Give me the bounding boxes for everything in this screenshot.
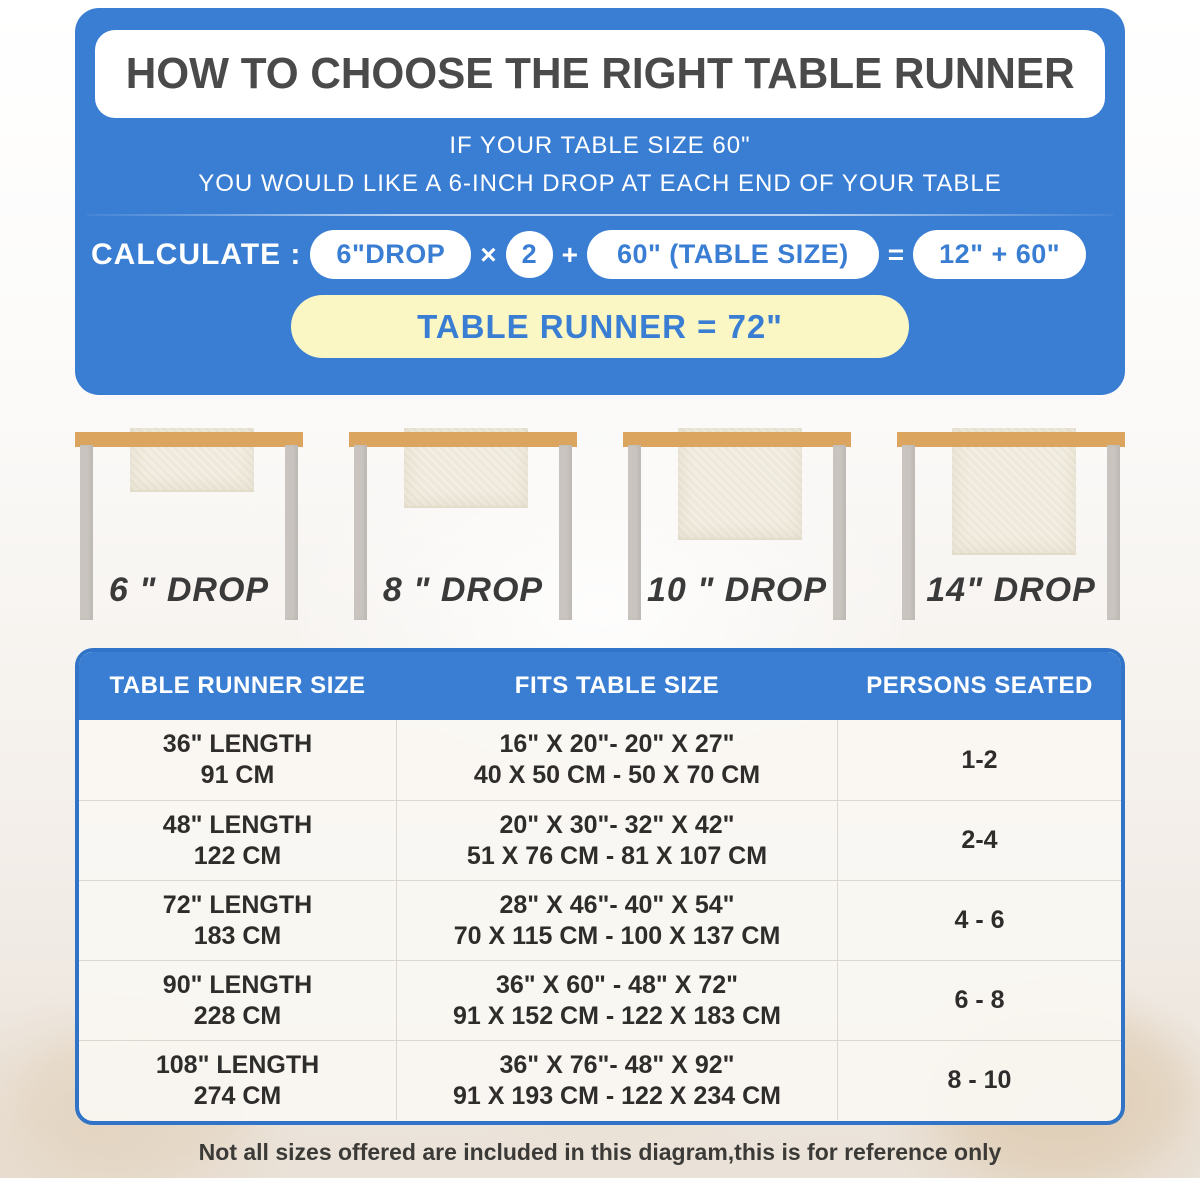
persons-cell [838, 961, 1121, 1040]
calculation-panel [75, 8, 1125, 395]
table-row [79, 880, 1121, 960]
fits-size-cm: 51 X 76 CM - 81 X 107 CM [466, 841, 768, 870]
runner-length-in: 90" LENGTH [162, 970, 313, 999]
fits-size-in: 28" X 46"- 40" X 54" [499, 890, 735, 919]
fits-size-cm: 91 X 193 CM - 122 X 234 CM [453, 1081, 781, 1110]
fits-size-in: 36" X 60" - 48" X 72" [496, 970, 738, 999]
column-header-persons: PERSONS SEATED [866, 672, 1093, 699]
persons-count: 6 - 8 [954, 986, 1005, 1014]
size-chart-header [79, 652, 1121, 720]
factor-circle: 2 [506, 231, 553, 278]
persons-cell [838, 720, 1121, 800]
persons-cell [838, 881, 1121, 960]
fits-size-cell [396, 801, 838, 880]
runner-length-cm: 228 CM [193, 1001, 282, 1030]
runner-length-in: 72" LENGTH [162, 890, 313, 919]
fits-size-cm: 91 X 152 CM - 122 X 183 CM [453, 1001, 781, 1030]
runner-drape [952, 428, 1076, 555]
runner-result-pill: TABLE RUNNER = 72" [291, 295, 909, 358]
tabletop [75, 432, 303, 447]
table-row [79, 1040, 1121, 1120]
title-banner [95, 30, 1105, 118]
size-chart-body [79, 720, 1121, 1120]
runner-size-cell [79, 801, 396, 880]
fits-size-cm: 40 X 50 CM - 50 X 70 CM [473, 761, 761, 789]
size-chart-table [75, 648, 1125, 1125]
runner-length-cm: 274 CM [193, 1081, 282, 1110]
fits-size-cell [396, 720, 838, 800]
fits-size-cell [396, 881, 838, 960]
runner-size-cell [79, 881, 396, 960]
persons-count: 2-4 [961, 826, 998, 854]
fits-size-in: 16" X 20"- 20" X 27" [499, 730, 735, 758]
table-row [79, 720, 1121, 800]
plus-operator: + [561, 238, 578, 270]
runner-size-cell [79, 720, 396, 800]
table-row [79, 800, 1121, 880]
fits-size-in: 20" X 30"- 32" X 42" [499, 810, 735, 839]
persons-count: 1-2 [961, 745, 998, 774]
fits-size-cm: 70 X 115 CM - 100 X 137 CM [453, 921, 781, 950]
table-illustration-10in [623, 395, 851, 648]
drop-label: 6 " DROP [108, 571, 270, 609]
runner-length-cm: 122 CM [193, 841, 282, 870]
drop-value-pill: 6"DROP [310, 230, 471, 279]
drop-label: 10 " DROP [646, 571, 828, 609]
drop-label: 8 " DROP [382, 571, 544, 609]
page-title: HOW TO CHOOSE THE RIGHT TABLE RUNNER [125, 49, 1075, 98]
reference-note: Not all sizes offered are included in this diagram,this is for reference only [198, 1139, 1002, 1165]
persons-cell [838, 1041, 1121, 1120]
drop-illustrations [0, 395, 1200, 648]
fits-size-cell [396, 961, 838, 1040]
runner-length-cm: 91 CM [200, 761, 275, 789]
table-illustration-8in [349, 395, 577, 648]
runner-length-in: 36" LENGTH [162, 730, 313, 758]
multiply-operator: × [480, 238, 497, 270]
equals-operator: = [887, 238, 905, 270]
runner-size-cell [79, 961, 396, 1040]
table-row [79, 960, 1121, 1040]
persons-count: 4 - 6 [954, 906, 1005, 934]
intro-line-1: IF YOUR TABLE SIZE 60" [449, 132, 751, 159]
sum-pill: 12" + 60" [913, 230, 1086, 279]
calculation-formula [75, 216, 1125, 279]
fits-size-in: 36" X 76"- 48" X 92" [499, 1050, 735, 1079]
table-illustration-14in [897, 395, 1125, 648]
runner-length-cm: 183 CM [193, 921, 282, 950]
runner-length-in: 108" LENGTH [155, 1050, 320, 1079]
table-size-pill: 60" (TABLE SIZE) [587, 230, 879, 279]
persons-cell [838, 801, 1121, 880]
calculate-label: CALCULATE : [91, 237, 302, 271]
persons-count: 8 - 10 [947, 1066, 1012, 1094]
tabletop [623, 432, 851, 447]
runner-size-cell [79, 1041, 396, 1120]
tabletop [897, 432, 1125, 447]
tabletop [349, 432, 577, 447]
intro-text [75, 132, 1125, 198]
drop-label: 14" DROP [926, 571, 1096, 609]
fits-size-cell [396, 1041, 838, 1120]
table-illustration-6in [75, 395, 303, 648]
intro-line-2: YOU WOULD LIKE A 6-INCH DROP AT EACH END OF YOUR TABLE [198, 170, 1002, 197]
column-header-fits-size: FITS TABLE SIZE [514, 672, 720, 699]
column-header-runner-size: TABLE RUNNER SIZE [109, 672, 366, 699]
runner-length-in: 48" LENGTH [162, 810, 313, 839]
